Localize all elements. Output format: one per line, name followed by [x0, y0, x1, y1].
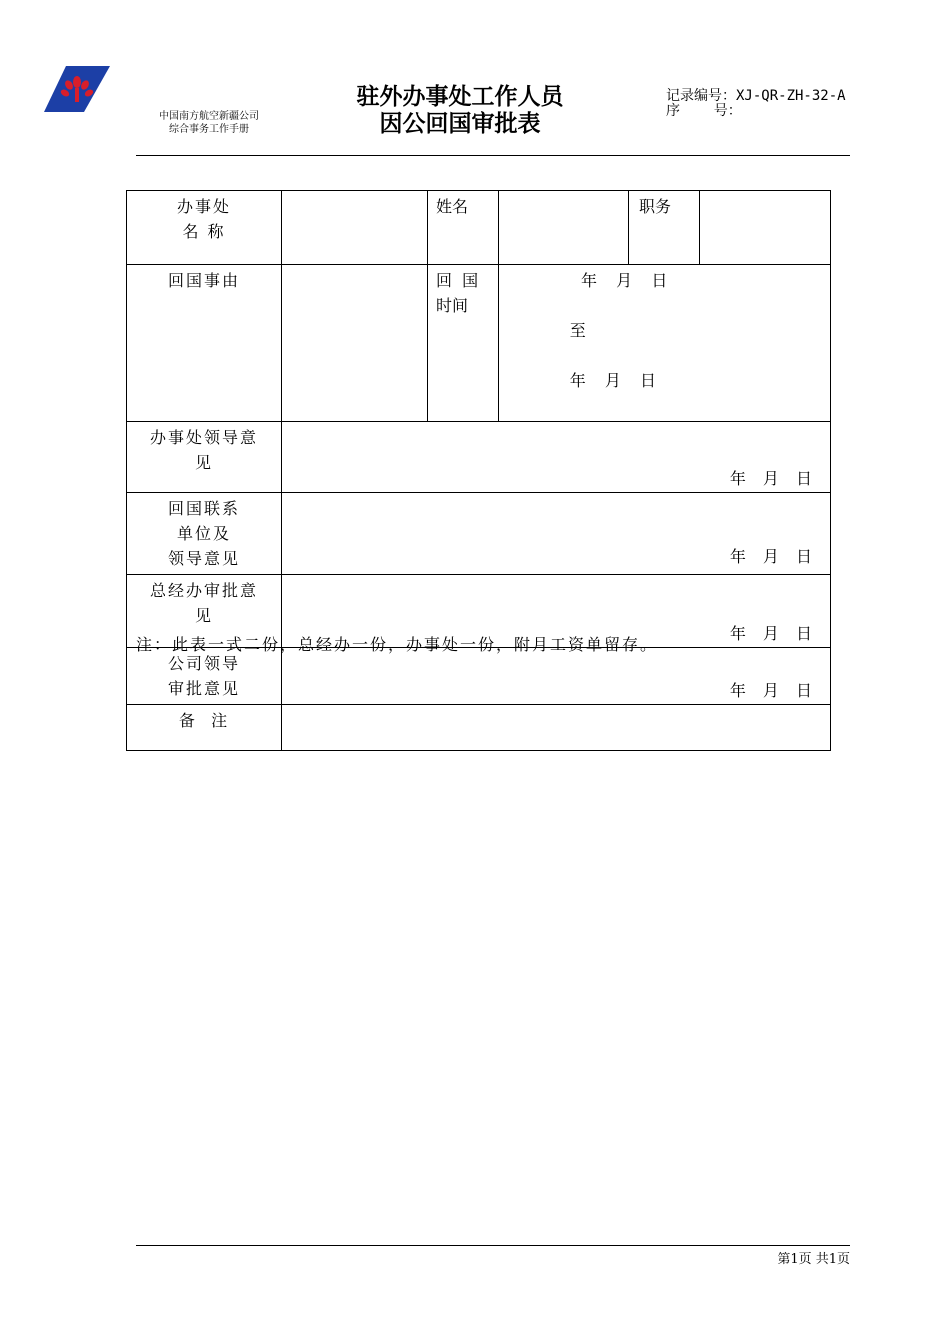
company-leader-label-2: 审批意见 [167, 679, 240, 698]
title-line-2: 因公回国审批表 [379, 111, 541, 137]
header-divider [136, 155, 850, 156]
office-name-label-1: 办事处 [176, 197, 231, 216]
return-time-field[interactable] [499, 265, 831, 422]
company-leader-opinion-field[interactable] [282, 648, 831, 705]
office-name-label [127, 191, 282, 265]
contact-unit-date: 年 月 日 [729, 547, 818, 566]
page-number: 第1页 共1页 [777, 1252, 850, 1267]
reason-field[interactable] [282, 265, 428, 422]
row-office-leader [127, 422, 831, 493]
name-field[interactable] [499, 191, 629, 265]
return-time-label-1: 回 国 [436, 271, 479, 290]
office-leader-label-1: 办事处领导意 [149, 428, 258, 447]
serial-number: 序 号： [666, 103, 742, 119]
return-date-to: 年 月 日 [569, 371, 660, 390]
contact-unit-label-1: 回国联系 [167, 499, 240, 518]
form-note: 注：此表一式二份，总经办一份，办事处一份，附月工资单留存。 [136, 635, 659, 654]
return-time-label [428, 265, 499, 422]
company-line-2: 综合事务工作手册 [169, 124, 249, 135]
company-leader-label-1: 公司领导 [167, 654, 240, 673]
approval-form-table [126, 190, 831, 751]
return-date-to-prefix: 至 [569, 321, 589, 340]
company-leader-label [127, 648, 282, 705]
company-leader-date: 年 月 日 [729, 681, 818, 700]
company-line-1: 中国南方航空新疆公司 [159, 111, 259, 122]
row-remarks [127, 705, 831, 751]
footer-divider [136, 1245, 850, 1246]
remarks-field[interactable] [282, 705, 831, 751]
reason-label: 回国事由 [127, 265, 282, 422]
record-number: 记录编号：XJ-QR-ZH-32-A [666, 88, 846, 104]
gm-office-label-2: 见 [194, 606, 213, 625]
company-name [142, 110, 276, 136]
gm-office-label-1: 总经办审批意 [149, 581, 258, 600]
gm-office-date: 年 月 日 [729, 624, 818, 643]
title-line-1: 驻外办事处工作人员 [356, 84, 564, 110]
office-leader-label-2: 见 [194, 453, 213, 472]
contact-unit-label-3: 领导意见 [167, 549, 240, 568]
office-leader-date: 年 月 日 [729, 469, 818, 488]
contact-unit-label [127, 493, 282, 575]
position-label: 职务 [629, 191, 700, 265]
row-contact-unit [127, 493, 831, 575]
office-name-label-2: 名 称 [182, 222, 226, 241]
office-leader-label [127, 422, 282, 493]
name-label: 姓名 [428, 191, 499, 265]
remarks-label: 备 注 [127, 705, 282, 751]
row-company-leader [127, 648, 831, 705]
row-reason [127, 265, 831, 422]
return-time-label-2: 时间 [436, 296, 469, 315]
position-field[interactable] [700, 191, 831, 265]
record-info [666, 89, 856, 119]
contact-unit-label-2: 单位及 [176, 524, 231, 543]
document-title [315, 84, 605, 138]
contact-unit-opinion-field[interactable] [282, 493, 831, 575]
office-leader-opinion-field[interactable] [282, 422, 831, 493]
row-office [127, 191, 831, 265]
return-date-from: 年 月 日 [581, 271, 671, 290]
office-name-field[interactable] [282, 191, 428, 265]
airline-logo [44, 66, 110, 112]
